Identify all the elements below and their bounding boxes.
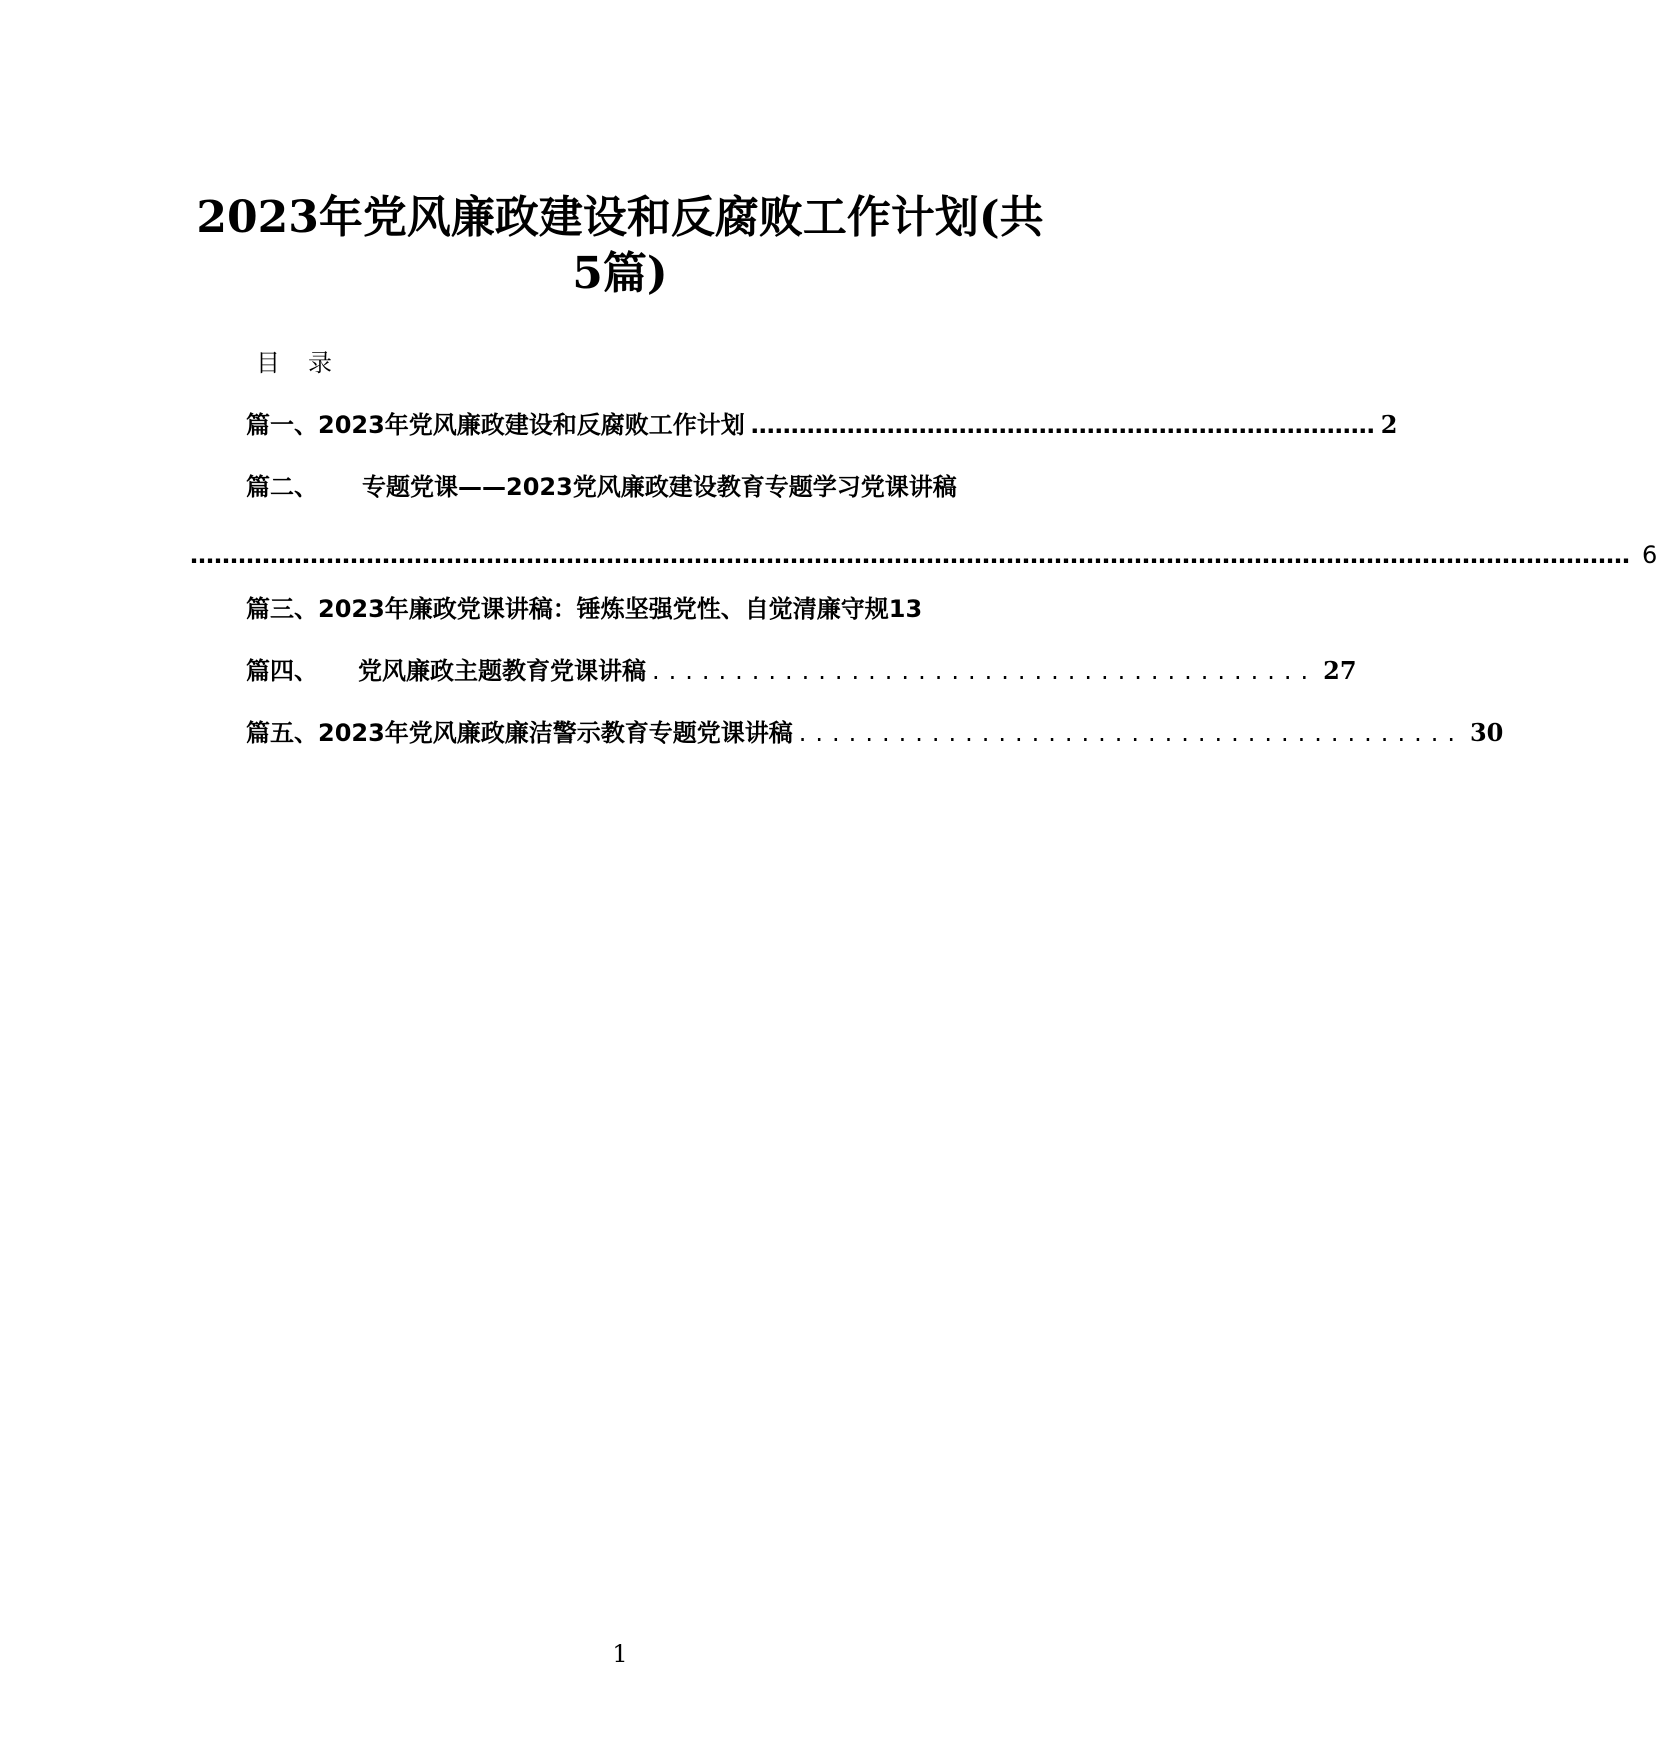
toc-entry-label: 专题党课——2023党风廉政建设教育专题学习党课讲稿 — [362, 473, 957, 501]
toc-entry-label: 党风廉政主题教育党课讲稿 — [358, 657, 646, 685]
toc-entry-page: 30 — [1469, 718, 1504, 747]
toc-leader-dots: …………………………………………………………………… — [750, 411, 1375, 439]
toc-entry-2[interactable] — [246, 470, 1052, 504]
toc-entry-label: 篇三、2023年廉政党课讲稿：锤炼坚强党性、自觉清廉守规 — [246, 595, 889, 623]
toc-entry-page: 13 — [888, 595, 923, 623]
toc-leader-dots: ……………………………………………………………………………………………………………………………………………………………… — [190, 541, 1630, 569]
toc-entry-page: 27 — [1323, 656, 1357, 685]
toc-entry-label: 篇一、2023年党风廉政建设和反腐败工作计划 — [246, 411, 745, 439]
toc-leader-dots: ........................................ — [798, 719, 1464, 747]
page-number: 1 — [612, 1640, 628, 1668]
document-title-line2: 5篇) — [572, 248, 668, 299]
toc-entry-page: 6 — [1642, 541, 1657, 569]
toc-entry-4[interactable] — [246, 654, 1357, 688]
toc-entry-prefix: 篇四、 — [246, 657, 318, 685]
toc-heading: 目录 — [256, 349, 360, 377]
toc-entry-prefix: 篇二、 — [246, 473, 318, 501]
toc-entry-label: 篇五、2023年党风廉政廉洁警示教育专题党课讲稿 — [246, 719, 793, 747]
document-title-line1: 2023年党风廉政建设和反腐败工作计划(共 — [196, 192, 1044, 243]
toc-leader-dots: ........................................ — [652, 657, 1318, 685]
toc-entry-3[interactable] — [246, 592, 1052, 626]
toc-entry-page: 2 — [1380, 410, 1398, 439]
toc-entry-2-continuation[interactable] — [190, 538, 1657, 572]
toc-entry-1[interactable] — [246, 408, 1398, 442]
toc-entry-5[interactable] — [246, 716, 1504, 750]
